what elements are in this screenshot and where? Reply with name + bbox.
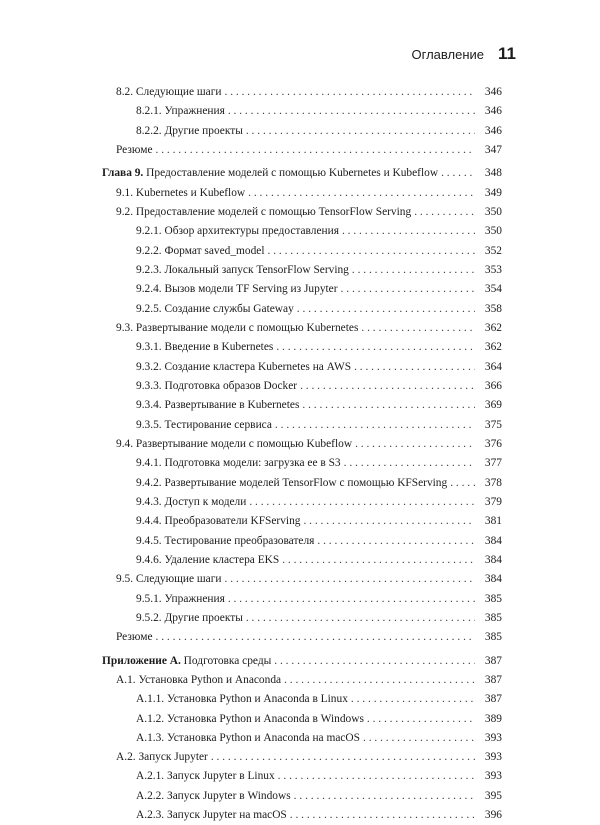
toc-entry-title bbox=[136, 102, 225, 121]
toc-entry-text: А.2.1. Запуск Jupyter в Linux bbox=[136, 770, 275, 783]
toc-subsection-entry bbox=[102, 358, 502, 377]
toc-entry-text: 8.2.1. Упражнения bbox=[136, 105, 225, 118]
toc-entry-title bbox=[136, 416, 272, 435]
toc-entry-title bbox=[136, 806, 287, 825]
toc-entry-title bbox=[116, 319, 358, 338]
toc-subsection-entry bbox=[102, 396, 502, 415]
dot-leader bbox=[228, 102, 475, 121]
running-header-title: Оглавление bbox=[411, 47, 485, 62]
dot-leader bbox=[249, 493, 475, 512]
toc-entry-title bbox=[136, 609, 243, 628]
toc-entry-title bbox=[136, 242, 265, 261]
dot-leader bbox=[363, 729, 475, 748]
page-number: 11 bbox=[498, 44, 516, 63]
toc-entry-title bbox=[136, 690, 348, 709]
toc-subsection-entry bbox=[102, 551, 502, 570]
toc-page-number: 393 bbox=[484, 751, 502, 764]
toc-page-number: 346 bbox=[484, 105, 502, 118]
toc-entry-title bbox=[136, 729, 360, 748]
toc-entry-text: А.1.1. Установка Python и Anaconda в Linux bbox=[136, 693, 348, 706]
toc-subsection-entry bbox=[102, 690, 502, 709]
toc-page-number: 346 bbox=[484, 124, 502, 137]
toc-section-entry bbox=[102, 628, 502, 647]
toc-entry-text: 9.2.3. Локальный запуск TensorFlow Serving bbox=[136, 263, 349, 276]
toc-page-number: 350 bbox=[484, 205, 502, 218]
toc-page-number: 395 bbox=[484, 789, 502, 802]
toc-page-number: 393 bbox=[484, 770, 502, 783]
toc-subsection-entry bbox=[102, 787, 502, 806]
toc-subsection-entry bbox=[102, 710, 502, 729]
toc-page-number: 353 bbox=[484, 263, 502, 276]
toc-page-number: 384 bbox=[484, 534, 502, 547]
toc-page-number: 364 bbox=[484, 360, 502, 373]
toc-entry-text: 9.3.5. Тестирование сервиса bbox=[136, 418, 272, 431]
dot-leader bbox=[284, 671, 475, 690]
toc-entry-text: 8.2. Следующие шаги bbox=[116, 86, 222, 98]
toc-page-number: 349 bbox=[484, 186, 502, 199]
dot-leader bbox=[268, 242, 475, 261]
toc-page-number: 358 bbox=[484, 302, 502, 315]
toc-entry-prefix: Приложение А. bbox=[102, 654, 181, 667]
toc-entry-text: 9.4.4. Преобразователи KFServing bbox=[136, 515, 301, 528]
dot-leader bbox=[450, 474, 475, 493]
toc-entry-text: 9.4.1. Подготовка модели: загрузка ее в S3 bbox=[136, 457, 341, 470]
toc-entry-text: Подготовка среды bbox=[180, 654, 272, 667]
toc-entry-text: 9.4.6. Удаление кластера EKS bbox=[136, 553, 280, 566]
toc-page-number: 385 bbox=[484, 611, 502, 624]
toc-entry-text: А.1.2. Установка Python и Anaconda в Windows bbox=[136, 712, 364, 725]
toc-page-number: 379 bbox=[484, 495, 502, 508]
dot-leader bbox=[274, 652, 475, 671]
toc-page-number: 389 bbox=[484, 712, 502, 725]
dot-leader bbox=[342, 222, 475, 241]
toc-entry-text: 9.2.2. Формат saved_model bbox=[136, 244, 265, 257]
toc-entry-title bbox=[136, 122, 243, 141]
dot-leader bbox=[246, 122, 475, 141]
toc-entry-text: 9.5.2. Другие проекты bbox=[136, 611, 243, 624]
dot-leader bbox=[341, 280, 475, 299]
toc-entry-text: 9.2.4. Вызов модели TF Serving из Jupyter bbox=[136, 283, 338, 296]
toc-page-number: 385 bbox=[484, 631, 502, 644]
toc-page-number: 350 bbox=[484, 225, 502, 238]
toc-entry-text: А.2. Запуск Jupyter bbox=[116, 751, 208, 764]
toc-entry-title bbox=[136, 493, 246, 512]
dot-leader bbox=[225, 570, 476, 589]
toc-entry-title bbox=[136, 261, 349, 280]
toc-section-entry bbox=[102, 671, 502, 690]
toc-page-number: 362 bbox=[484, 321, 502, 334]
toc-entry-title bbox=[136, 396, 299, 415]
toc-entry-title bbox=[136, 787, 291, 806]
toc-subsection-entry bbox=[102, 222, 502, 241]
toc-page-number: 381 bbox=[484, 515, 502, 528]
toc-entry-title bbox=[136, 590, 225, 609]
toc-page-number: 346 bbox=[484, 86, 502, 98]
toc-entry-title bbox=[136, 474, 447, 493]
toc-section-entry bbox=[102, 435, 502, 454]
toc-entry-title bbox=[136, 280, 338, 299]
toc-section-entry bbox=[102, 570, 502, 589]
dot-leader bbox=[156, 628, 475, 647]
dot-leader bbox=[297, 300, 475, 319]
toc-entry-title bbox=[136, 512, 300, 531]
toc-page-number: 369 bbox=[484, 399, 502, 412]
toc-entry-title bbox=[136, 377, 297, 396]
toc-subsection-entry bbox=[102, 242, 502, 261]
toc-page-number: 376 bbox=[484, 437, 502, 450]
toc-entry-title bbox=[116, 435, 352, 454]
dot-leader bbox=[246, 609, 475, 628]
toc-entry-title bbox=[116, 184, 245, 203]
toc-section-entry bbox=[102, 748, 502, 767]
dot-leader bbox=[228, 590, 475, 609]
toc-subsection-entry bbox=[102, 767, 502, 786]
running-header bbox=[412, 44, 516, 64]
toc-entry-text: Резюме bbox=[116, 143, 153, 156]
toc-section-entry bbox=[102, 203, 502, 222]
dot-leader bbox=[211, 748, 475, 767]
toc-entry-title bbox=[136, 551, 279, 570]
dot-leader bbox=[276, 338, 475, 357]
dot-leader bbox=[355, 435, 475, 454]
toc-section-entry bbox=[102, 141, 502, 160]
toc-entry-text: 9.3.2. Создание кластера Kubernetes на AWS bbox=[136, 360, 352, 373]
toc-entry-text: 9.2.1. Обзор архитектуры предоставления bbox=[136, 225, 339, 238]
toc-section-entry bbox=[102, 319, 502, 338]
toc-entry-title bbox=[102, 164, 438, 183]
toc-entry-prefix: Глава 9. bbox=[102, 167, 144, 180]
toc-subsection-entry bbox=[102, 474, 502, 493]
toc-page-number: 384 bbox=[484, 553, 502, 566]
dot-leader bbox=[282, 551, 475, 570]
toc-entry-text: А.2.2. Запуск Jupyter в Windows bbox=[136, 789, 291, 802]
toc-subsection-entry bbox=[102, 532, 502, 551]
toc-subsection-entry bbox=[102, 280, 502, 299]
dot-leader bbox=[352, 261, 475, 280]
dot-leader bbox=[344, 454, 475, 473]
toc-subsection-entry bbox=[102, 416, 502, 435]
toc-subsection-entry bbox=[102, 590, 502, 609]
toc-page-number: 393 bbox=[484, 731, 502, 744]
toc-entry-title bbox=[116, 671, 281, 690]
toc-page-number: 366 bbox=[484, 379, 502, 392]
toc-section-entry bbox=[102, 184, 502, 203]
toc-entry-title bbox=[136, 454, 341, 473]
toc-entry-text: 9.3. Развертывание модели с помощью Kubernetes bbox=[116, 321, 359, 334]
toc-page-number: 387 bbox=[484, 673, 502, 686]
dot-leader bbox=[302, 396, 475, 415]
toc-subsection-entry bbox=[102, 512, 502, 531]
toc-entry-text: 9.2. Предоставление моделей с помощью TensorFlow Serving bbox=[116, 205, 412, 218]
toc-page-number: 384 bbox=[484, 573, 502, 586]
toc-entry-title bbox=[116, 141, 153, 160]
toc-page-number: 347 bbox=[484, 143, 502, 156]
dot-leader bbox=[303, 512, 475, 531]
dot-leader bbox=[354, 358, 475, 377]
dot-leader bbox=[290, 806, 475, 825]
toc-entry-title bbox=[116, 570, 222, 589]
toc-subsection-entry bbox=[102, 300, 502, 319]
toc-subsection-entry bbox=[102, 609, 502, 628]
toc-page-number: 348 bbox=[484, 167, 502, 180]
toc-chapter-entry bbox=[102, 164, 502, 183]
dot-leader bbox=[317, 532, 475, 551]
toc-entry-title bbox=[116, 748, 208, 767]
dot-leader bbox=[414, 203, 475, 222]
toc-entry-text: 9.5.1. Упражнения bbox=[136, 592, 225, 605]
toc-entry-text: 9.4. Развертывание модели с помощью Kubeflow bbox=[116, 437, 353, 450]
toc-entry-title bbox=[136, 338, 273, 357]
dot-leader bbox=[300, 377, 475, 396]
toc-entry-text: 9.3.4. Развертывание в Kubernetes bbox=[136, 399, 300, 412]
toc-entry-text: 9.3.1. Введение в Kubernetes bbox=[136, 341, 274, 354]
toc-entry-text: А.1. Установка Python и Anaconda bbox=[116, 673, 282, 686]
toc-entry-text: А.2.3. Запуск Jupyter на macOS bbox=[136, 809, 287, 822]
toc-subsection-entry bbox=[102, 377, 502, 396]
toc-entry-text: Предоставление моделей с помощью Kubernetes и Kubeflow bbox=[143, 167, 439, 180]
toc-page-number: 362 bbox=[484, 341, 502, 354]
toc-page-number: 387 bbox=[484, 654, 502, 667]
toc-entry-text: 9.2.5. Создание службы Gateway bbox=[136, 302, 294, 315]
dot-leader bbox=[294, 787, 475, 806]
toc-subsection-entry bbox=[102, 454, 502, 473]
toc-section-entry bbox=[102, 83, 502, 102]
dot-leader bbox=[441, 164, 475, 183]
toc-entry-title bbox=[116, 628, 153, 647]
toc-entry-text: Резюме bbox=[116, 631, 153, 644]
toc-subsection-entry bbox=[102, 729, 502, 748]
toc-entry-title bbox=[136, 222, 339, 241]
toc-entry-title bbox=[136, 532, 314, 551]
toc-entry-title bbox=[136, 300, 294, 319]
toc-page-number: 375 bbox=[484, 418, 502, 431]
toc-entry-text: 9.4.3. Доступ к модели bbox=[136, 495, 247, 508]
toc-entry-title bbox=[102, 652, 271, 671]
toc-page-number: 387 bbox=[484, 693, 502, 706]
toc-page-number: 378 bbox=[484, 476, 502, 489]
dot-leader bbox=[275, 416, 475, 435]
toc-entry-title bbox=[136, 358, 351, 377]
dot-leader bbox=[156, 141, 475, 160]
toc-entry-title bbox=[116, 203, 411, 222]
toc-subsection-entry bbox=[102, 806, 502, 825]
toc-subsection-entry bbox=[102, 338, 502, 357]
toc-entry-title bbox=[136, 710, 364, 729]
toc-page-number: 354 bbox=[484, 283, 502, 296]
toc-entry-text: 9.4.2. Развертывание моделей TensorFlow с помощью KFServing bbox=[136, 476, 448, 489]
dot-leader bbox=[248, 184, 475, 203]
toc-entry-title bbox=[116, 83, 222, 102]
toc-entry-text: 8.2.2. Другие проекты bbox=[136, 124, 243, 137]
toc-entry-text: 9.5. Следующие шаги bbox=[116, 573, 222, 586]
toc-chapter-entry bbox=[102, 652, 502, 671]
toc-subsection-entry bbox=[102, 122, 502, 141]
toc-entry-text: 9.3.3. Подготовка образов Docker bbox=[136, 379, 298, 392]
toc-entry-text: 9.1. Kubernetes и Kubeflow bbox=[116, 186, 246, 199]
toc-subsection-entry bbox=[102, 493, 502, 512]
toc-page-number: 377 bbox=[484, 457, 502, 470]
dot-leader bbox=[225, 83, 476, 102]
toc-entry-text: 9.4.5. Тестирование преобразователя bbox=[136, 534, 315, 547]
toc-page-number: 396 bbox=[484, 809, 502, 822]
dot-leader bbox=[361, 319, 475, 338]
dot-leader bbox=[367, 710, 475, 729]
dot-leader bbox=[351, 690, 475, 709]
toc-page-number: 352 bbox=[484, 244, 502, 257]
toc-subsection-entry bbox=[102, 102, 502, 121]
dot-leader bbox=[278, 767, 475, 786]
toc-subsection-entry bbox=[102, 261, 502, 280]
toc-entry-text: А.1.3. Установка Python и Anaconda на macOS bbox=[136, 731, 360, 744]
toc-page-number: 385 bbox=[484, 592, 502, 605]
toc-entry-title bbox=[136, 767, 275, 786]
table-of-contents bbox=[102, 83, 502, 825]
